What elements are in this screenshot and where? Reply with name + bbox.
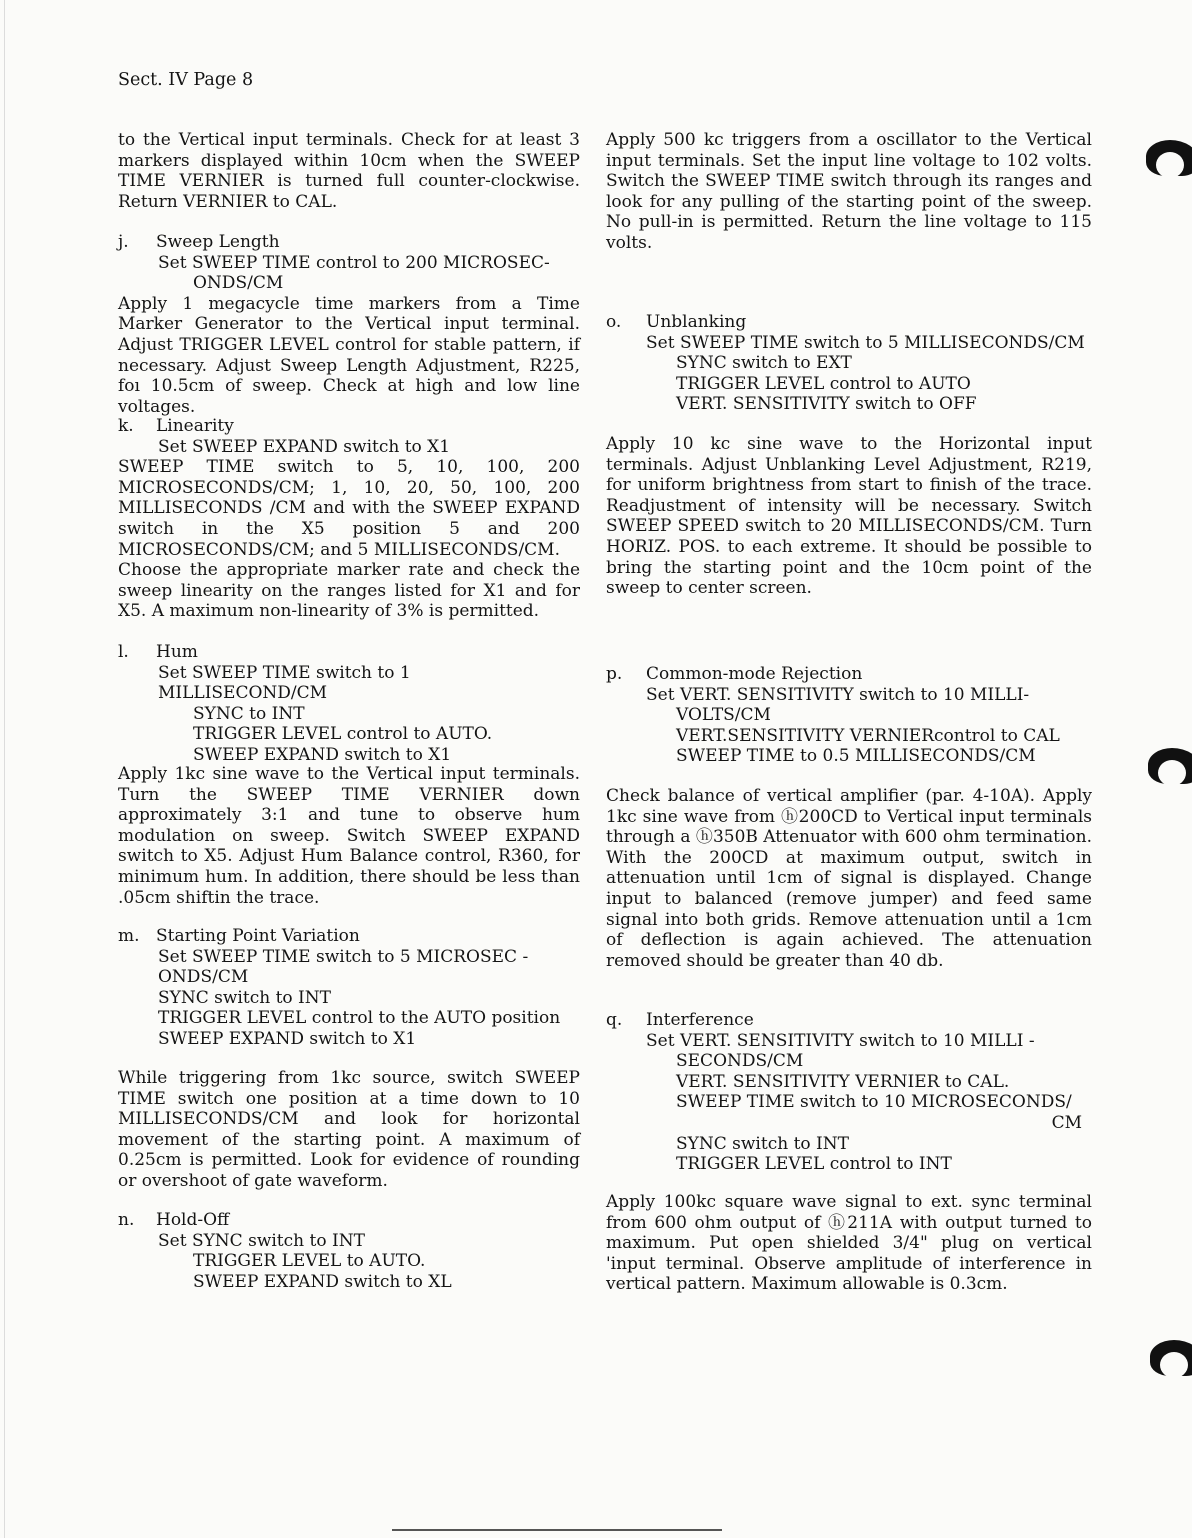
section-o-letter: o. [606, 312, 622, 332]
right-intro-paragraph: Apply 500 kc triggers from a oscillator to the Vertical input terminals. Set the input line voltage to 102 volts. Switch the SWEEP TIME switch through its ranges and look for any pulling of the starting point of the sweep. No pull-in is permitted. Return the line voltage to 115 volts. [606, 130, 1092, 253]
section-n [118, 1210, 580, 1292]
section-k [118, 416, 580, 622]
section-q-sub-2: VERT. SENSITIVITY VERNIER to CAL. [676, 1071, 1010, 1092]
section-q-title: Interference [646, 1010, 754, 1030]
section-n-title: Hold-Off [156, 1210, 230, 1230]
section-l-body: Apply 1kc sine wave to the Vertical input terminals. Turn the SWEEP TIME VERNIER down approximately 3:1 and tune to observe hum modulation on sweep. Switch SWEEP EXPAND switch to X5. Adjust Hum Balance control, R360, for minimum hum. In addition, there should be less than .05cm shiftin the trace. [118, 764, 580, 908]
section-m-body: While triggering from 1kc source, switch SWEEP TIME switch one position at a time down to 10 MILLISECONDS/CM and look for horizontal movement of the starting point. A maximum of 0.25cm is permitted. Look for evidence of rounding or overshoot of gate waveform. [118, 1068, 580, 1191]
section-m-body-block [118, 1068, 580, 1192]
section-n-sub-1: TRIGGER LEVEL to AUTO. [193, 1251, 426, 1272]
section-o-sub-1: SYNC switch to EXT [676, 353, 852, 374]
section-k-body-2: Choose the appropriate marker rate and check the sweep linearity on the ranges listed for X1 and for X5. A maximum non-linearity of 3% is permitted. [118, 560, 580, 622]
page-header: Sect. IV Page 8 [118, 70, 254, 90]
section-n-heading [118, 1210, 580, 1231]
section-p-set-line: Set VERT. SENSITIVITY switch to 10 MILLI- [646, 684, 1030, 705]
section-l-letter: l. [118, 642, 129, 662]
section-o [606, 312, 1092, 415]
section-o-sub-3: VERT. SENSITIVITY switch to OFF [676, 394, 977, 415]
section-n-letter: n. [118, 1210, 135, 1230]
section-o-body: Apply 10 kc sine wave to the Horizontal input terminals. Adjust Unblanking Level Adjustment, R219, for uniform brightness from start to finish of the trace. Readjustment of intensity will be necessary. Switch SWEEP SPEED switch to 20 MILLISECONDS/CM. Turn HORIZ. POS. to each extreme. It should be possible to bring the starting point and the 10cm point of the sweep to center screen. [606, 434, 1092, 599]
section-m-set-line-4: TRIGGER LEVEL control to the AUTO position [158, 1008, 561, 1029]
section-o-sub-2: TRIGGER LEVEL control to AUTO [676, 373, 971, 394]
section-p-sub-3: SWEEP TIME to 0.5 MILLISECONDS/CM [676, 746, 1036, 767]
right-intro-block [606, 130, 1092, 254]
section-q-body: Apply 100kc square wave signal to ext. sync terminal from 600 ohm output of ⓗ211A with output turned to maximum. Put open shielded 3/4" plug on vertical 'input terminal. Observe amplitude of interference in vertical pattern. Maximum allowable is 0.3cm. [606, 1192, 1092, 1295]
section-p-letter: p. [606, 664, 623, 684]
section-o-set-line: Set SWEEP TIME switch to 5 MILLISECONDS/CM [646, 332, 1085, 353]
section-l-sub-2: TRIGGER LEVEL control to AUTO. [193, 724, 493, 745]
section-j-set-line-2: ONDS/CM [193, 273, 284, 294]
section-l-heading [118, 642, 580, 663]
section-l-sub-1: SYNC to INT [193, 703, 305, 724]
section-j-letter: j. [118, 232, 129, 252]
section-m-heading [118, 926, 580, 947]
section-q-set-line: Set VERT. SENSITIVITY switch to 10 MILLI - [646, 1030, 1035, 1051]
section-p-sub-2: VERT.SENSITIVITY VERNIERcontrol to CAL [676, 725, 1060, 746]
section-n-set-line: Set SYNC switch to INT [158, 1230, 365, 1251]
binder-hole-bottom [1150, 1340, 1192, 1376]
section-p-heading [606, 664, 1092, 685]
section-m-set-line-1: Set SWEEP TIME switch to 5 MICROSEC - [158, 946, 529, 967]
section-n-sub-2: SWEEP EXPAND switch to XL [193, 1271, 452, 1292]
section-q-sub-4: SYNC switch to INT [676, 1133, 849, 1154]
section-m-letter: m. [118, 926, 140, 946]
section-q-letter: q. [606, 1010, 623, 1030]
section-m-set-line-3: SYNC switch to INT [158, 987, 331, 1008]
section-l [118, 642, 580, 766]
section-q [606, 1010, 1092, 1175]
section-o-body-block [606, 434, 1092, 599]
section-l-body-block [118, 764, 580, 908]
section-q-sub-1: SECONDS/CM [676, 1051, 804, 1072]
section-q-sub-3: SWEEP TIME switch to 10 MICROSECONDS/ [676, 1092, 1072, 1113]
section-k-body-1: SWEEP TIME switch to 5, 10, 100, 200 MICROSECONDS/CM; 1, 10, 20, 50, 100, 200 MILLISECONDS /CM and with the SWEEP EXPAND switch in the X5 position 5 and 200 MICROSECONDS/CM; and 5 MILLISECONDS/CM. [118, 457, 580, 560]
section-j-title: Sweep Length [156, 232, 280, 252]
section-p [606, 664, 1092, 767]
binder-hole-top [1146, 140, 1192, 176]
bottom-edge-line [392, 1529, 722, 1531]
section-k-heading [118, 416, 580, 437]
section-l-set-line: Set SWEEP TIME switch to 1 MILLISECOND/CM [158, 662, 411, 704]
scan-edge-line [4, 0, 5, 1538]
section-l-sub-3: SWEEP EXPAND switch to X1 [193, 744, 452, 765]
section-j-set-line-1: Set SWEEP TIME control to 200 MICROSEC- [158, 252, 550, 273]
section-o-heading [606, 312, 1092, 333]
section-o-title: Unblanking [646, 312, 747, 332]
section-p-body-block [606, 786, 1092, 971]
left-intro-paragraph: to the Vertical input terminals. Check for at least 3 markers displayed within 10cm when the SWEEP TIME VERNIER is turned full counter-clockwise. Return VERNIER to CAL. [118, 130, 580, 212]
section-k-set-line: Set SWEEP EXPAND switch to X1 [158, 436, 451, 457]
section-l-title: Hum [156, 642, 198, 662]
section-p-sub-1: VOLTS/CM [676, 705, 771, 726]
section-m [118, 926, 580, 1050]
section-j-body: Apply 1 megacycle time markers from a Time Marker Generator to the Vertical input terminal. Adjust TRIGGER LEVEL control for stable pattern, if necessary. Adjust Sweep Length Adjustment, R225, foı 10.5cm of sweep. Check at high and low line voltages. [118, 293, 580, 417]
section-j [118, 232, 580, 417]
section-m-set-line-5: SWEEP EXPAND switch to X1 [158, 1028, 417, 1049]
section-q-cm-continuation: CM [1051, 1112, 1082, 1133]
section-q-heading [606, 1010, 1092, 1031]
section-k-title: Linearity [156, 416, 234, 436]
section-q-sub-5: TRIGGER LEVEL control to INT [676, 1154, 952, 1175]
section-q-body-block [606, 1192, 1092, 1295]
section-k-letter: k. [118, 416, 134, 436]
binder-hole-middle [1148, 748, 1192, 784]
left-intro-block [118, 130, 580, 212]
section-p-body: Check balance of vertical amplifier (par. 4-10A). Apply 1kc sine wave from ⓗ200CD to Vertical input terminals through a ⓗ350B Attenuator with 600 ohm termination. With the 200CD at maximum output, switch in attenuation until 1cm of signal is displayed. Change input to balanced (remove jumper) and feed same signal into both grids. Remove attenuation until a 1cm of deflection is again achieved. The attenuation removed should be greater than 40 db. [606, 786, 1092, 971]
section-p-title: Common-mode Rejection [646, 664, 863, 684]
section-j-heading [118, 232, 580, 253]
section-m-set-line-2: ONDS/CM [158, 967, 249, 988]
section-m-title: Starting Point Variation [156, 926, 360, 946]
